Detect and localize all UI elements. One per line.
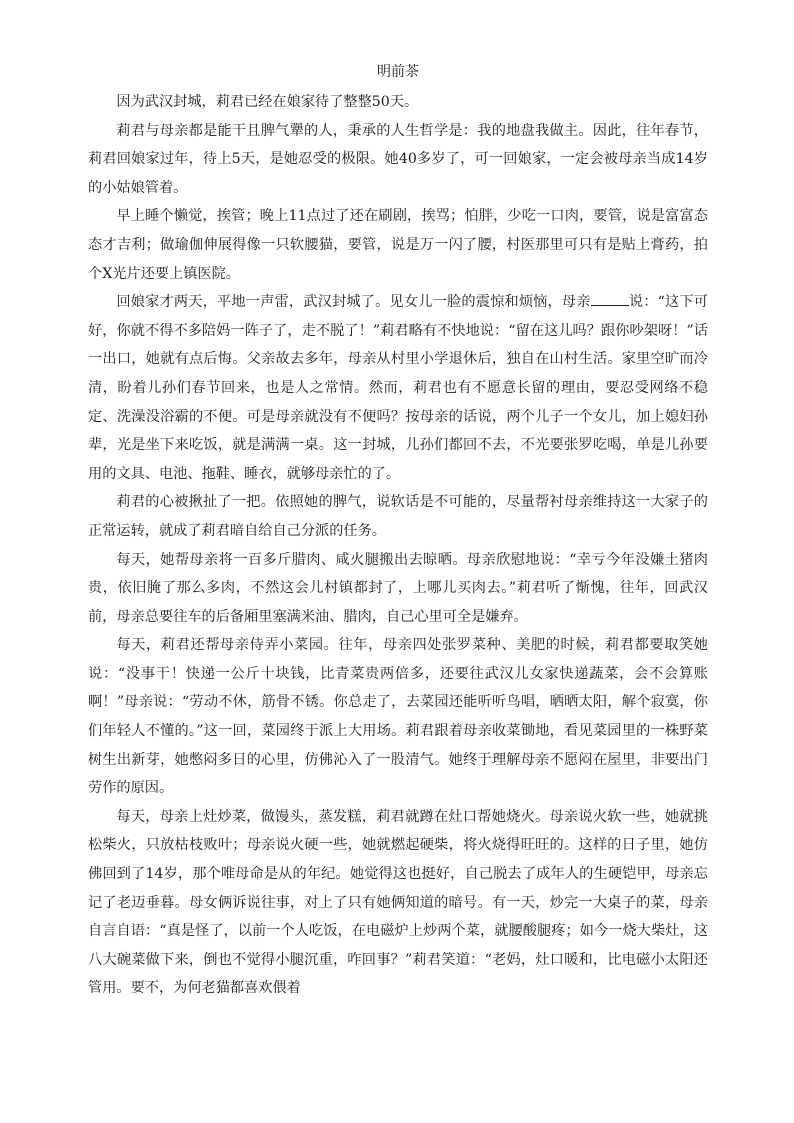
paragraph-6: 每天，她帮母亲将一百多斤腊肉、咸火腿搬出去晾晒。母亲欣慰地说：“幸亏今年没嫌土猪肉贵，依旧腌了那么多肉，不然这会儿村镇都封了，上哪儿买肉去。”莉君听了惭愧，往年，回武汉前，母亲总要往车的后备厢里塞满米油、腊肉，自己心里可全是嫌弃。 bbox=[88, 551, 708, 625]
paragraph-4-rest: 话一出口，她就有点后悔。父亲故去多年，母亲从村里小学退休后，独自在山村生活。家里空旷而冷清，盼着儿孙们春节回来，也是人之常情。然而，莉君也有不愿意长留的理由，要忍受网络不稳定、洗澡没浴霸的不便。可是母亲就没有不便吗？按母亲的话说，两个儿子一个女儿，加上媳妇孙辈，光是坐下来吃饭，就是满满一桌。这一封城，儿孙们都回不去，不光要张罗吃喝，单是儿孙要用的文具、电池、拖鞋、睡衣，就够母亲忙的了。 bbox=[88, 322, 708, 482]
paragraph-4-after-blank: 说：“这下可好，你就不得不多陪妈一阵子了，走不脱了！”莉君略有不快地说：“留在这儿吗？跟你吵架呀！” bbox=[88, 294, 708, 339]
paragraph-4-lead: 回娘家才两天，平地一声雷，武汉封城了。见女儿一脸的震惊和烦恼，母亲 bbox=[116, 294, 591, 311]
document-title: 明前茶 bbox=[377, 64, 419, 80]
paragraph-8: 每天，母亲上灶炒菜，做馒头，蒸发糕，莉君就蹲在灶口帮她烧火。母亲说火软一些，她就挑松柴火，只放枯枝败叶；母亲说火硬一些，她就燃起硬柴，将火烧得旺旺的。这样的日子里，她仿佛回到了14岁，那个唯母命是从的年纪。她觉得这也挺好，自己脱去了成年人的生硬铠甲，母亲忘记了老迈垂暮。母女俩诉说往事，对上了只有她俩知道的暗号。有一天，炒完一大桌子的菜，母亲自言自语：“真是怪了，以前一个人吃饭，在电磁炉上炒两个菜，就腰酸腿疼；如今一烧大柴灶，这八大碗菜做下来，倒也不觉得小腿沉重，咋回事？”莉君笑道：“老妈，灶口暖和，比电磁小太阳还管用。要不，为何老猫都喜欢偎着 bbox=[88, 808, 708, 997]
paragraph-5: 莉君的心被揪扯了一把。依照她的脾气，说软话是不可能的，尽量帮衬母亲维持这一大家子的正常运转，就成了莉君暗自给自己分派的任务。 bbox=[88, 494, 708, 539]
paragraph-7: 每天，莉君还帮母亲侍弄小菜园。往年，母亲四处张罗菜种、美肥的时候，莉君都要取笑她说：“没事干！快递一公斤十块钱，比青菜贵两倍多，还要往武汉儿女家快递蔬菜，会不会算账啊！”母亲说：“劳动不休，筋骨不锈。你总走了，去菜园还能听听鸟唱，晒晒太阳，解个寂寞，你们年轻人不懂的。”这一回，菜园终于派上大用场。莉君跟着母亲收菜锄地，看见菜园里的一株野菜树生出新芽，她憋闷多日的心里，仿佛沁入了一股清气。她终于理解母亲不愿闷在屋里，非要出门劳作的原因。 bbox=[88, 637, 708, 797]
paragraph-2: 莉君与母亲都是能干且脾气犟的人，秉承的人生哲学是：我的地盘我做主。因此，往年春节，莉君回娘家过年，待上5天，是她忍受的极限。她40多岁了，可一回娘家，一定会被母亲当成14岁的小姑娘管着。 bbox=[88, 122, 708, 196]
paragraph-1: 因为武汉封城，莉君已经在娘家待了整整50天。 bbox=[116, 94, 419, 110]
paragraph-4 bbox=[88, 288, 708, 488]
document-page bbox=[88, 58, 708, 1003]
fill-in-blank bbox=[591, 291, 629, 306]
paragraph-3: 早上睡个懒觉，挨管；晚上11点过了还在刷剧，挨骂；怕胖，少吃一口肉，要管，说是富富态态才吉利；做瑜伽伸展得像一只软腰猫，要管，说是万一闪了腰，村医那里可只有是贴上膏药，拍个X光片还要上镇医院。 bbox=[88, 208, 708, 282]
